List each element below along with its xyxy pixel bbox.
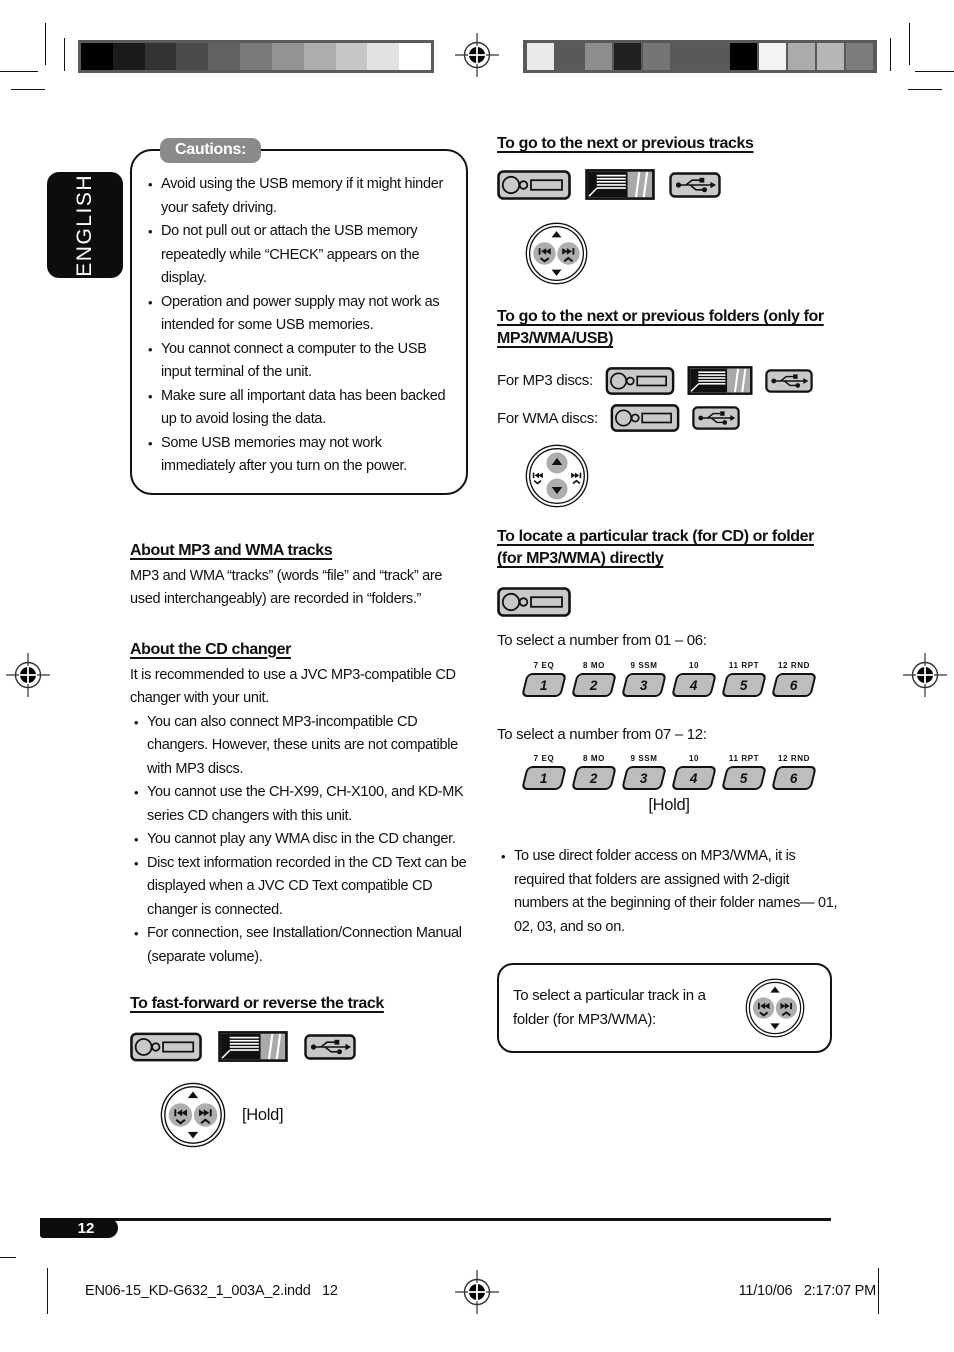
grayscale-bar-right [523,40,877,73]
number-button [719,661,769,697]
color-swatch [81,43,113,70]
color-swatch [272,43,304,70]
footer-file-name: EN06-15_KD-G632_1_003A_2.indd 12 [85,1283,338,1299]
section-title-fast-forward: To fast-forward or reverse the track [130,995,384,1012]
number-button-face [571,673,617,697]
number-button-face [721,673,767,697]
crop-mark [915,71,954,72]
section-title-about-tracks: About MP3 and WMA tracks [130,541,333,559]
color-swatch [585,43,612,70]
color-swatch [113,43,145,70]
select-01-06-label: To select a number from 01 – 06: [497,632,707,649]
color-swatch [730,43,757,70]
color-swatch [527,43,554,70]
head-unit-icon [130,1032,202,1062]
number-button-digit: 1 [540,677,548,692]
color-swatch [399,43,431,70]
number-button-top-label: 7 EQ [533,754,555,763]
cautions-label: Cautions: [160,138,261,163]
crop-mark [890,38,891,71]
color-swatch [556,43,583,70]
color-swatch [145,43,177,70]
number-button-face [521,766,567,790]
number-button-top-label: 9 SSM [630,754,658,763]
control-pad-folder-icon [525,444,589,508]
language-tab [47,172,123,278]
number-button [569,754,619,790]
mp3-discs-label: For MP3 discs: [497,372,593,389]
number-button-digit: 4 [690,770,698,786]
page-number-tab [40,1218,118,1238]
number-button [619,754,669,790]
number-button-face [771,766,817,790]
number-button-top-label: 10 [688,660,700,670]
bullet-item: • Operation and power supply may not work as intended for some USB memories. [161,291,454,338]
number-button-top-label: 7 EQ [533,660,555,670]
number-button-digit: 6 [790,677,798,692]
number-button-face [671,673,717,697]
color-swatch [672,43,699,70]
color-swatch [208,43,240,70]
crop-mark [878,1268,879,1314]
number-button-digit: 6 [790,770,798,786]
folder-access-note: • To use direct folder access on MP3/WMA, it is required that folders are assigned with 2-digit numbers at the beginning of their folder names— 01, 02, 03, and so on. [514,845,845,939]
crop-mark [45,23,46,65]
number-button-row [519,754,845,790]
number-button [519,754,569,790]
usb-icon [765,369,813,393]
page-number: 12 [77,1219,95,1237]
cd-changer-list [130,711,468,970]
number-button [669,661,719,697]
number-button [519,661,569,697]
color-swatch [614,43,641,70]
head-unit-icon [605,367,675,395]
section-title-cd-changer: About the CD changer [130,640,291,658]
bullet-item: • Make sure all important data has been backed up to avoid losing the data. [161,385,454,432]
number-button-face [521,673,567,697]
select-07-12-label: To select a number from 07 – 12: [497,725,707,743]
grayscale-bar-left [78,40,434,73]
color-swatch [240,43,272,70]
number-button [669,754,719,790]
color-swatch [304,43,336,70]
number-button [769,661,819,697]
crop-mark [0,71,38,72]
number-button [769,754,819,790]
color-swatch [759,43,786,70]
cd-changer-icon [218,1031,288,1062]
head-unit-icon [497,587,571,617]
number-button-digit: 5 [740,677,748,692]
hold-label: [Hold] [648,796,690,814]
control-pad-track-icon [745,978,805,1038]
cautions-box [130,149,468,495]
control-pad-track-icon [160,1082,226,1148]
bullet-item: • You cannot play any WMA disc in the CD changer. [147,828,468,852]
color-swatch [643,43,670,70]
color-swatch [367,43,399,70]
wma-discs-label: For WMA discs: [497,409,598,427]
color-swatch [176,43,208,70]
number-button-digit: 4 [690,677,698,692]
bullet-item: • Some USB memories may not work immediately after you turn on the power. [161,432,454,479]
number-button-face [771,673,817,697]
number-button-top-label: 11 RPT [728,754,760,763]
registration-mark-icon [903,653,947,697]
usb-icon [692,406,740,430]
cd-changer-icon [585,169,655,200]
bullet-item: • You cannot connect a computer to the USB input terminal of the unit. [161,338,454,385]
head-unit-icon [497,170,571,200]
number-button-top-label: 8 MO [583,754,605,763]
section-title-locate: To locate a particular track (for CD) or folder (for MP3/WMA) directly [497,528,814,567]
section-title-next-folders: To go to the next or previous folders (only for MP3/WMA/USB) [497,308,824,347]
hold-label: [Hold] [242,1105,284,1124]
number-button-top-label: 8 MO [583,660,605,670]
head-unit-icon [610,404,680,432]
cd-changer-intro: It is recommended to use a JVC MP3-compatible CD changer with your unit. [130,666,456,706]
section-title-next-tracks: To go to the next or previous tracks [497,135,754,152]
usb-icon [669,172,721,198]
number-button-top-label: 11 RPT [728,660,760,670]
color-swatch [336,43,368,70]
number-button-face [571,766,617,790]
number-button-digit: 3 [640,770,648,786]
number-button-face [721,766,767,790]
select-track-text: To select a particular track in a folder (for MP3/WMA): [513,987,706,1028]
number-button-top-label: 10 [688,754,700,763]
color-swatch [788,43,815,70]
number-button-digit: 2 [590,770,598,786]
color-swatch [846,43,873,70]
about-tracks-body: MP3 and WMA “tracks” (words “file” and “track” are used interchangeably) are recorded in “folders.” [130,567,443,607]
registration-mark-icon [6,653,50,697]
control-pad-track-icon [525,222,588,285]
footer-rule [45,1218,831,1221]
number-button-digit: 3 [640,677,648,692]
usb-icon [304,1034,356,1060]
crop-mark [11,89,45,90]
select-track-box [497,963,832,1053]
registration-mark-icon [455,1270,499,1314]
number-button-face [671,766,717,790]
number-button-top-label: 12 RND [777,754,811,763]
crop-mark [909,23,910,65]
crop-mark [908,89,942,90]
registration-mark-icon [455,33,499,77]
number-button [569,661,619,697]
number-button [719,754,769,790]
number-button-face [621,766,667,790]
language-tab-label: ENGLISH [73,173,96,277]
number-button-digit: 2 [590,677,598,692]
number-button-digit: 5 [740,770,748,786]
number-button-row [519,661,845,697]
bullet-item: • Avoid using the USB memory if it might hinder your safety driving. [161,173,454,220]
number-button-digit: 1 [540,770,548,786]
footer-timestamp: 11/10/06 2:17:07 PM [738,1283,876,1299]
bullet-item: • You cannot use the CH-X99, CH-X100, and KD-MK series CD changers with this unit. [147,781,468,828]
bullet-item: • Disc text information recorded in the CD Text can be displayed when a JVC CD Text compatible CD changer is connected. [147,852,468,923]
crop-mark [64,38,65,71]
crop-mark [0,1257,16,1258]
cautions-list [144,173,454,479]
cd-changer-icon [687,366,753,395]
number-button [619,661,669,697]
color-swatch [701,43,728,70]
color-swatch [817,43,844,70]
number-button-face [621,673,667,697]
folder-access-note-list [497,845,845,939]
crop-mark [47,1268,48,1314]
number-button-top-label: 12 RND [777,660,811,670]
bullet-item: • For connection, see Installation/Connection Manual (separate volume). [147,922,468,969]
bullet-item: • Do not pull out or attach the USB memory repeatedly while “CHECK” appears on the display. [161,220,454,291]
number-button-top-label: 9 SSM [630,660,658,670]
bullet-item: • You can also connect MP3-incompatible CD changers. However, these units are not compatible with MP3 discs. [147,711,468,782]
